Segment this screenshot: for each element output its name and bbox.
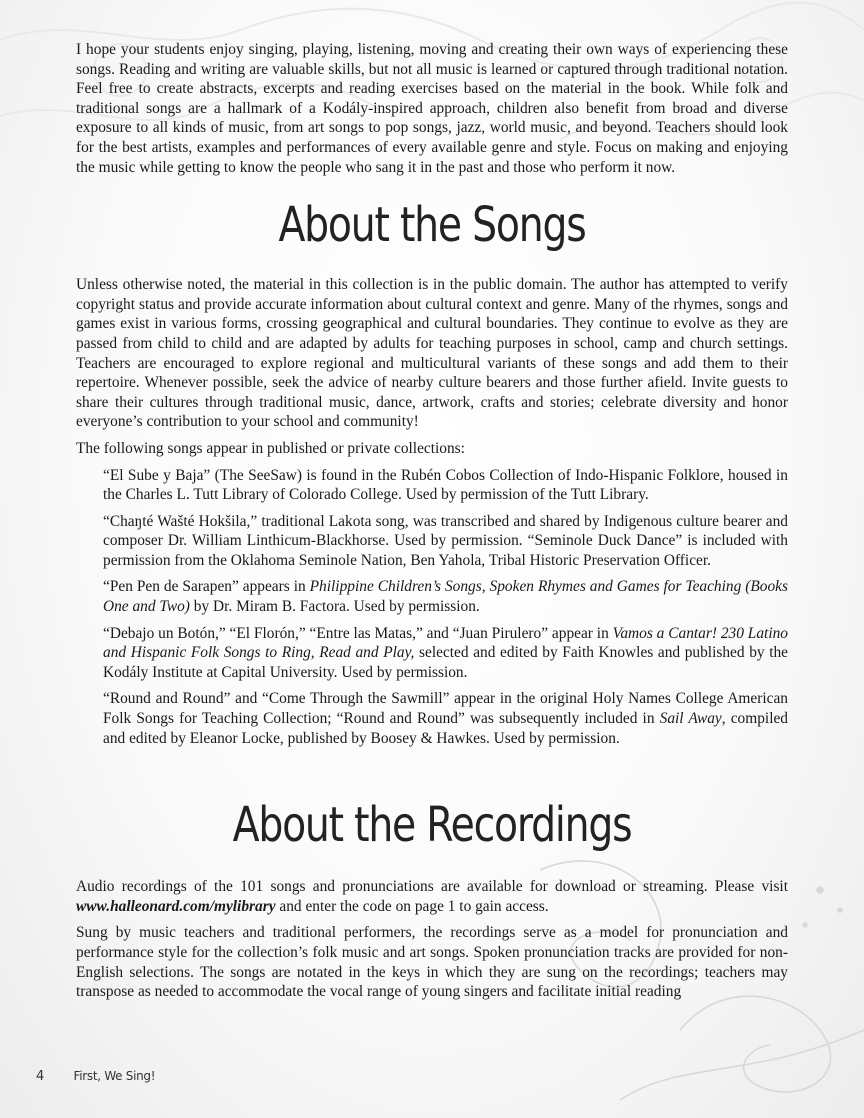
collections-list-intro: The following songs appear in published or private collections: <box>76 439 465 457</box>
book-title-sail-away: Sail Away <box>659 710 722 728</box>
page-footer <box>36 1068 155 1084</box>
page-content <box>76 40 788 1002</box>
about-recordings-heading: About the Recordings <box>232 797 632 854</box>
intro-paragraph: I hope your students enjoy singing, playing, listening, moving and creating their own ways of experiencing these songs. Reading and writing are valuable skills, but not all music is learned or captured through traditional notation. Feel free to create abstracts, excerpts and reading exercises based on the material in the book. While folk and traditional songs are a hallmark of a Kodály-inspired approach, children also benefit from broad and diverse exposure to all kinds of music, from art songs to pop songs, jazz, world music, and beyond. Teachers should look for the best artists, examples and performances of every available genre and style. Focus on making and enjoying the music while getting to know the people who sang it in the past and those who perform it now. <box>76 41 788 176</box>
book-title-vamos: Vamos a Cantar! 230 Latino and Hispanic Folk Songs to Ring, Read and Play, <box>103 624 788 662</box>
collection-entry-lakota: “Chaŋté Wašté Hokšila,” traditional Lakota song, was transcribed and shared by Indigenous culture bearer and composer Dr. William Linthicum-Blackhorse. Used by permission. “Seminole Duck Dance” is included with permission from the Oklahoma Seminole Nation, Ben Yahola, Tribal Historic Preservation Officer. <box>103 512 788 569</box>
recordings-description-paragraph: Sung by music teachers and traditional performers, the recordings serve as a model for pronunciation and performance style for the collection’s folk music and art songs. Spoken pronunciation tracks are provided for non-English selections. The songs are notated in the keys in which they are sung on the recordings; teachers may transpose as needed to accommodate the vocal range of young singers and facilitate initial reading <box>76 924 788 1001</box>
book-title-footer: First, We Sing! <box>73 1069 156 1083</box>
about-songs-paragraph: Unless otherwise noted, the material in this collection is in the public domain. The author has attempted to verify copyright status and provide accurate information about cultural context and genre. Many of the rhymes, songs and games exist in various forms, crossing geographical and cultural boundaries. They continue to evolve as they are passed from child to child and are adapted by adults for teaching purposes in school, camp and church settings. Teachers are encouraged to explore regional and multicultural variants of these songs and add them to their repertoire. Whenever possible, seek the advice of nearby culture bearers and those further afield. Invite guests to share their cultures through traditional music, dance, artwork, crafts and stories; celebrate diversity and honor everyone’s contribution to your school and community! <box>76 276 788 431</box>
collection-entry-el-sube: “El Sube y Baja” (The SeeSaw) is found in the Rubén Cobos Collection of Indo-Hispanic Folklore, housed in the Charles L. Tutt Library of Colorado College. Used by permission of the Tutt Library. <box>103 466 788 504</box>
collection-entry-round-and-round: “Round and Round” and “Come Through the Sawmill” appear in the original Holy Names College American Folk Songs for Teaching Collection; “Round and Round” was subsequently included in Sail Away, compiled and edited by Eleanor Locke, published by Boosey & Hawkes. Used by permission. <box>103 690 788 747</box>
book-title-philippine: Philippine Children’s Songs, Spoken Rhymes and Games for Teaching (Books One and Two) <box>103 578 788 616</box>
page-number: 4 <box>36 1069 45 1084</box>
about-songs-heading: About the Songs <box>278 197 586 254</box>
collection-entry-pen-pen: “Pen Pen de Sarapen” appears in Philippine Children’s Songs, Spoken Rhymes and Games for Teaching (Books One and Two) by Dr. Miram B. Factora. Used by permission. <box>103 578 788 616</box>
recordings-access-paragraph: Audio recordings of the 101 songs and pronunciations are available for download or streaming. Please visit www.halleonard.com/mylibrary and enter the code on page 1 to gain access. <box>76 878 788 915</box>
collection-entry-vamos: “Debajo un Botón,” “El Florón,” “Entre las Matas,” and “Juan Pirulero” appear in Vamos a Cantar! 230 Latino and Hispanic Folk Songs to Ring, Read and Play, selected and edited by Faith Knowles and published by the Kodály Institute at Capital University. Used by permission. <box>103 624 789 681</box>
library-url-link[interactable]: www.halleonard.com/mylibrary <box>76 897 276 915</box>
